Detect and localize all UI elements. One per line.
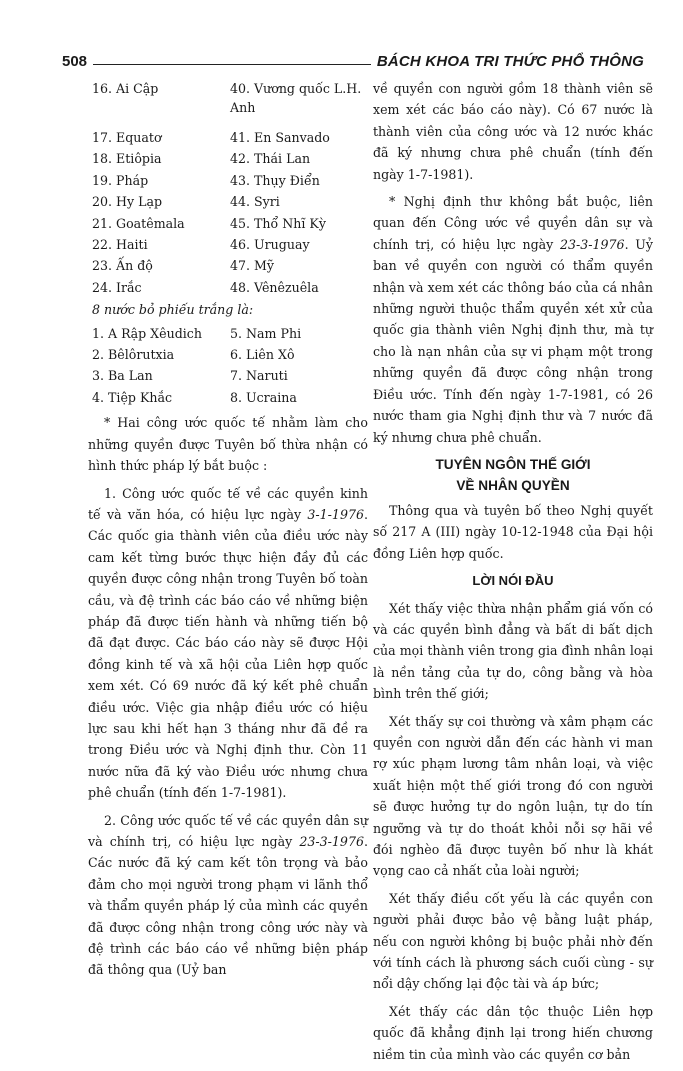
country-list-item: 41. En Sanvado [230, 130, 330, 145]
abstain-country-list [88, 323, 368, 409]
country-list-item: 42. Thái Lan [230, 151, 311, 167]
country-list-item: 18. Etiôpia [92, 151, 162, 167]
covenant-economic-text: 1. Công ước quốc tế về các quyền kinh tế và văn hóa, có hiệu lực ngày [88, 485, 368, 522]
declaration-title [373, 454, 653, 496]
covenants-intro: * Hai công ước quốc tế nhằm làm cho những quyền được Tuyên bố thừa nhận có hình thức pháp lý bắt buộc : [88, 415, 368, 474]
running-title: BÁCH KHOA TRI THỨC PHỔ THÔNG [376, 53, 644, 70]
country-list-item: 2. Bêlôrutxia [92, 347, 175, 363]
voting-country-list [88, 78, 368, 298]
covenant-civil-text: 2. Công ước quốc tế về các quyền dân sự và chính trị, có hiệu lực ngày [88, 812, 368, 849]
country-list-item: 22. Haiti [92, 237, 148, 253]
right-column [373, 78, 653, 1071]
country-list-item: 48. Vênêzuêla [230, 279, 319, 295]
preamble-paragraph: Xét thấy các dân tộc thuộc Liên hợp quốc đã khẳng định lại trong hiến chương niềm tin của mình vào các quyền cơ bản [373, 1003, 653, 1062]
country-list-item: 24. Irắc [92, 279, 142, 295]
country-list-item: 7. Naruti [230, 368, 288, 384]
country-list-item: 21. Goatêmala [92, 215, 185, 231]
preamble-paragraph: Xét thấy điều cốt yếu là các quyền con người phải được bảo vệ bằng luật pháp, nếu con người không bị buộc phải nhờ đến với tính cách là phương sách cuối cùng - sự nổi dậy chống lại độc tài và áp bức; [373, 890, 653, 992]
continued-paragraph: về quyền con người gồm 18 thành viên sẽ xem xét các báo cáo này). Có 67 nước là thành viên của công ước và 12 nước khác đã ký nhưng chưa phê chuẩn (tính đến ngày 1-7-1981). [373, 81, 653, 182]
protocol-text: * Nghị định thư không bắt buộc, liên quan đến Công ước về quyền dân sự và chính trị, có hiệu lực ngày [373, 194, 653, 252]
country-list-item: 45. Thổ Nhĩ Kỳ [230, 215, 326, 231]
country-list-item: 6. Liên Xô [230, 347, 295, 363]
country-list-item: 3. Ba Lan [92, 368, 153, 384]
country-list-item: 23. Ấn độ [92, 258, 153, 274]
country-list-item: 16. Ai Cập [92, 81, 159, 96]
preamble-paragraph: Xét thấy việc thừa nhận phẩm giá vốn có và các quyền bình đẳng và bất di bất dịch của mọi thành viên trong gia đình nhân loại là nền tảng của tự do, công bằng và hòa bình trên thế giới; [373, 600, 653, 702]
country-list-item: 5. Nam Phi [230, 325, 302, 341]
covenant-economic-paragraph [88, 483, 368, 804]
covenant-economic-text-cont: . Các quốc gia thành viên của điều ước này cam kết từng bước thực hiện đầy đủ các quyền được công nhận trong Tuyên bố toàn cầu, và đệ trình các báo cáo về những biện pháp đã được tiến hành và những tiến bộ đã đạt được. Các báo cáo này sẽ được Hội đồng kinh tế và xã hội của Liên hợp quốc xem xét. Có 69 nước đã ký kết phê chuẩn điều ước. Việc gia nhập điều ước có hiệu lực sau khi hết hạn 3 tháng như đã đề ra trong Điều ước và Nghị định thư. Còn 11 nước nữa đã ký vào Điều ước nhưng chưa phê chuẩn (tính đến 1-7-1981). [88, 506, 368, 801]
country-list-item: 20. Hy Lạp [92, 194, 163, 210]
page-number: 508 [62, 53, 88, 70]
covenant-civil-date: 23-3-1976 [299, 834, 364, 849]
list-spacer [92, 117, 372, 127]
country-list-item: 8. Ucraina [230, 389, 297, 405]
preamble-paragraph: Xét thấy sự coi thường và xâm phạm các quyền con người dẫn đến các hành vi man rợ xúc phạm lương tâm nhân loại, và việc xuất hiện một thế giới trong đó con người sẽ được hưởng tự do ngôn luận, tự do tín ngưỡng và tự do thoát khỏi nỗi sợ hãi về đói nghèo đã được tuyên bố như là khát vọng cao cả nhất của loài người; [373, 713, 653, 879]
country-list-item: 4. Tiệp Khắc [92, 389, 173, 405]
header-rule [93, 64, 371, 65]
running-header [62, 46, 644, 70]
abstain-heading: 8 nước bỏ phiếu trắng là: [92, 302, 254, 318]
adoption-paragraph: Thông qua và tuyên bố theo Nghị quyết số 217 A (III) ngày 10-12-1948 của Đại hội đồng Liên hợp quốc. [373, 502, 653, 561]
country-list-item: 17. Equatơ [92, 130, 162, 145]
protocol-text-cont: . Uỷ ban về quyền con người có thẩm quyền nhận và xem xét các thông báo của cá nhân những người thuộc thẩm quyền xét xử của quốc gia thành viên Nghị định thư, mà tự cho là nạn nhân của sự vi phạm một trong những quyền đã được công nhận trong Điều ước. Tính đến ngày 1-7-1981, có 26 nước tham gia Nghị định thư và 7 nước đã ký nhưng chưa phê chuẩn. [373, 236, 653, 445]
left-column [88, 78, 368, 987]
covenant-civil-text-cont: . Các nước đã ký cam kết tôn trọng và bảo đảm cho mọi người trong phạm vi lãnh thổ và thẩm quyền pháp lý của mình các quyền đã được công nhận trong công ước này và đệ trình các báo cáo về những biện pháp đã thông qua (Uỷ ban [88, 834, 368, 978]
declaration-title-line1: TUYÊN NGÔN THẾ GIỚI [435, 456, 591, 472]
country-list-item: 44. Syri [230, 194, 280, 210]
country-list-item: 1. A Rập Xêudich [92, 325, 202, 341]
protocol-paragraph [373, 191, 653, 448]
country-list-item: 19. Pháp [92, 172, 149, 188]
country-list-item: 43. Thụy Điển [230, 172, 320, 188]
protocol-date: 23-3-1976 [559, 236, 625, 252]
country-list-item: 46. Uruguay [230, 237, 310, 253]
country-list-item: 40. Vương quốc L.H. Anh [230, 81, 362, 115]
declaration-title-line2: VỀ NHÂN QUYỀN [456, 477, 570, 493]
covenant-economic-date: 3-1-1976 [307, 506, 364, 522]
preamble-title: LỜI NÓI ĐẦU [472, 573, 554, 589]
covenant-civil-paragraph [88, 810, 368, 981]
country-list-item: 47. Mỹ [230, 258, 275, 274]
